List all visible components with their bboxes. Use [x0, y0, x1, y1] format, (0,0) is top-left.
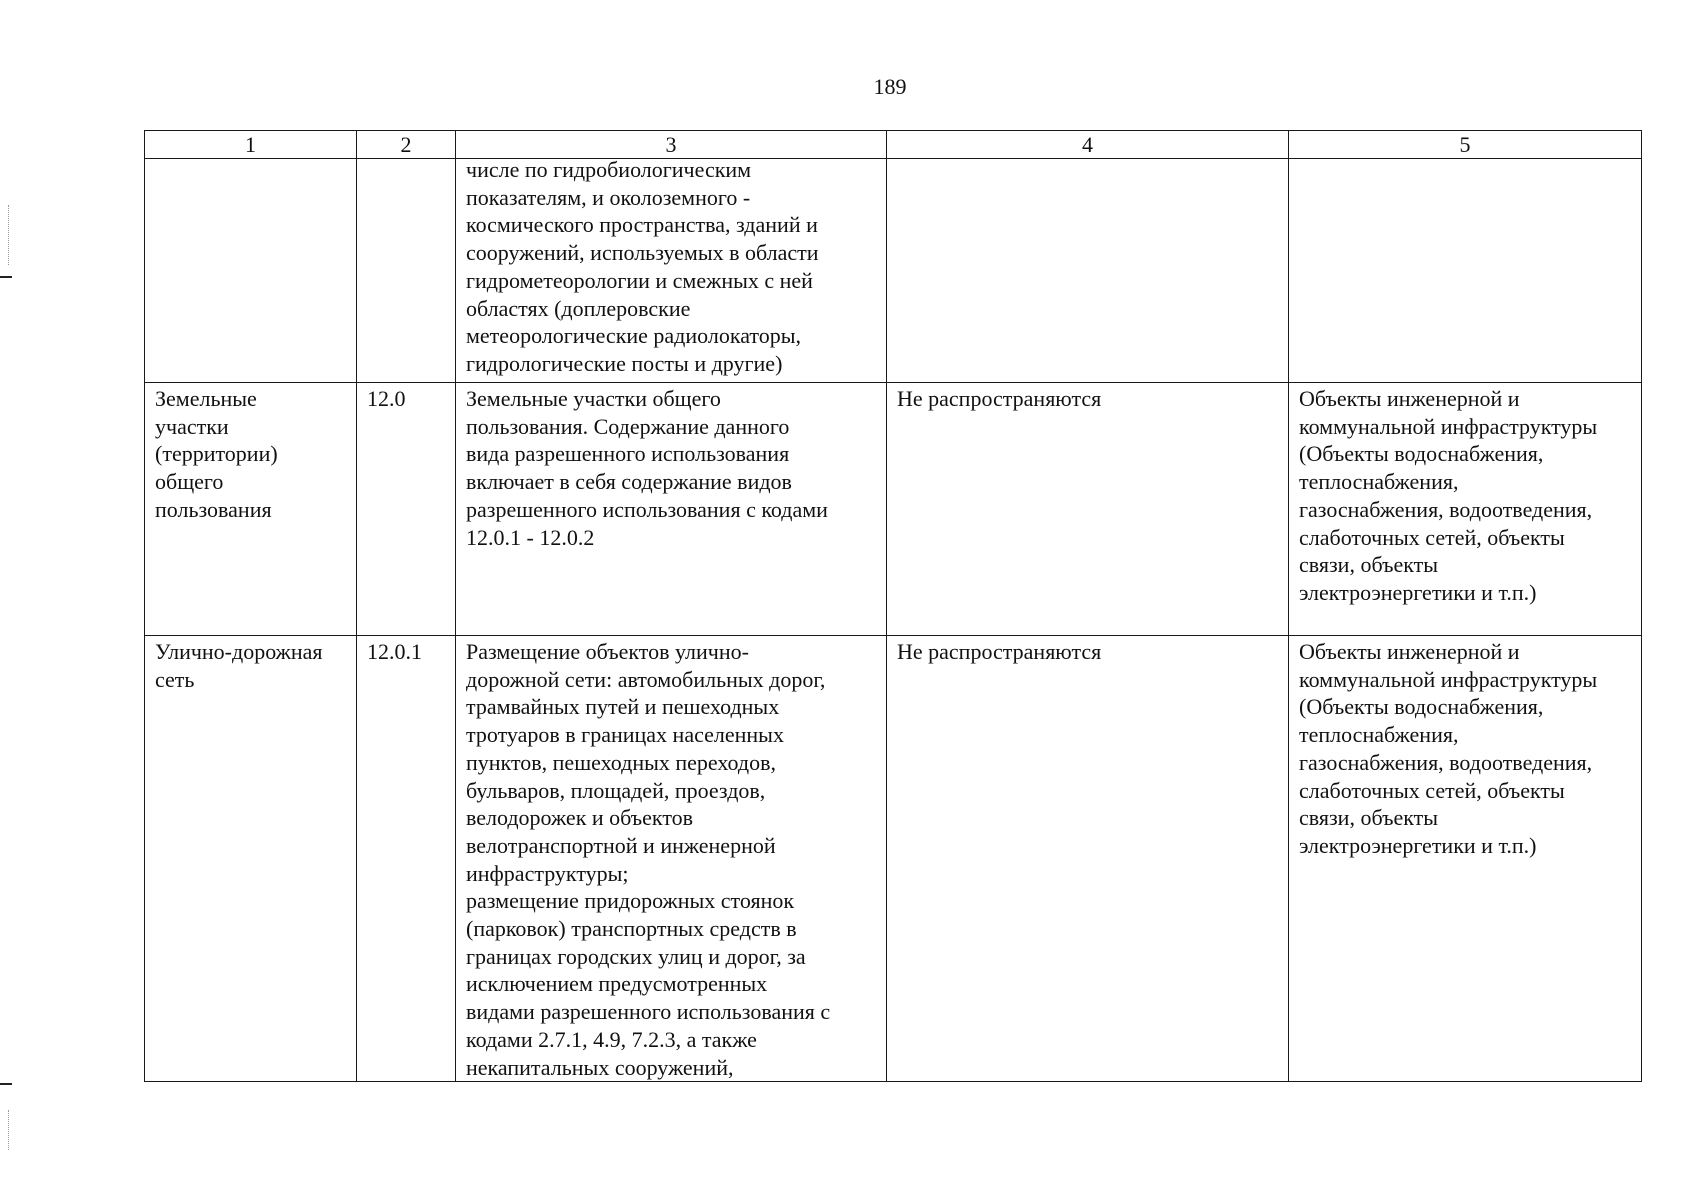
cell-column-5 — [1289, 636, 1642, 1082]
cell-name-text: Улично-дорожная сеть — [155, 639, 323, 692]
cell-column-4 — [887, 636, 1289, 1082]
column-header-2: 2 — [357, 131, 456, 159]
cell-code — [357, 159, 456, 383]
scan-edge-dots-top — [8, 205, 11, 265]
column-header-5: 5 — [1289, 131, 1642, 159]
cell-name — [145, 159, 357, 383]
cell-name — [145, 383, 357, 636]
cell-description-text: Размещение объектов улично- дорожной сети: автомобильных дорог, трамвайных путей и пешеходных тротуаров в границах населенных пунктов, пешеходных переходов, бульваров, площадей, проездов, велодорожек и объектов велотранспортной и инженерной инфраструктуры; размещение придорожных стоянок (парковок) транспортных средств в границах городских улиц и дорог, за исключением предусмотренных видами разрешенного использования с кодами 2.7.1, 4.9, 7.2.3, а также некапитальных сооружений, — [466, 639, 831, 1080]
cell-name — [145, 636, 357, 1082]
cell-column-5 — [1289, 159, 1642, 383]
scan-edge-mark-top — [0, 276, 12, 278]
cell-description — [456, 636, 887, 1082]
column-header-1: 1 — [145, 131, 357, 159]
cell-column-4-text: Не распространяются — [897, 639, 1102, 664]
cell-description-text: Земельные участки общего пользования. Содержание данного вида разрешенного использования включает в себя содержание видов разрешенного использования с кодами 12.0.1 - 12.0.2 — [466, 386, 828, 550]
cell-column-4 — [887, 159, 1289, 383]
land-use-table — [144, 130, 1642, 1082]
table-row-12-0 — [145, 383, 1642, 636]
table-row-continuation — [145, 159, 1642, 383]
scan-edge-mark-bottom — [0, 1083, 12, 1085]
cell-description-text: числе по гидробиологическим показателям, и околоземного - космического пространства, зданий и сооружений, используемых в области гидрометеорологии и смежных с ней областях (доплеровские метеорологические радиолокаторы, гидрологические посты и другие) — [466, 157, 819, 376]
column-number-row — [145, 131, 1642, 159]
table-row-12-0-1 — [145, 636, 1642, 1082]
cell-column-4-text: Не распространяются — [897, 386, 1102, 411]
scan-edge-dots-bottom — [8, 1110, 11, 1150]
cell-description — [456, 383, 887, 636]
column-header-3: 3 — [456, 131, 887, 159]
cell-code — [357, 636, 456, 1082]
cell-name-text: Земельные участки (территории) общего пользования — [155, 386, 278, 522]
cell-column-5 — [1289, 383, 1642, 636]
cell-code — [357, 383, 456, 636]
cell-column-4 — [887, 383, 1289, 636]
column-header-4: 4 — [887, 131, 1289, 159]
page-number: 189 — [873, 74, 907, 99]
cell-code-text: 12.0.1 — [367, 639, 422, 664]
cell-column-5-text: Объекты инженерной и коммунальной инфраструктуры (Объекты водоснабжения, теплоснабжения, газоснабжения, водоотведения, слаботочных сетей, объекты связи, объекты электроэнергетики и т.п.) — [1299, 386, 1598, 605]
cell-code-text: 12.0 — [367, 386, 406, 411]
cell-description — [456, 159, 887, 383]
cell-column-5-text: Объекты инженерной и коммунальной инфраструктуры (Объекты водоснабжения, теплоснабжения, газоснабжения, водоотведения, слаботочных сетей, объекты связи, объекты электроэнергетики и т.п.) — [1299, 639, 1598, 858]
